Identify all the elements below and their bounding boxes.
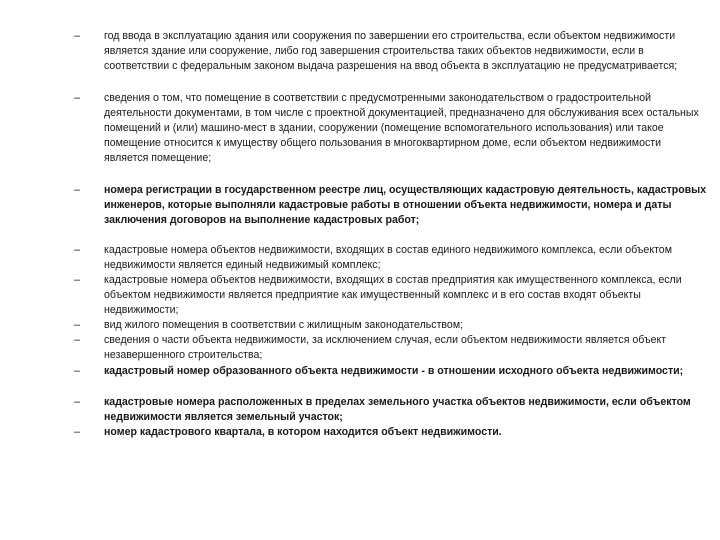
bullet-dash: –: [74, 184, 81, 196]
bullet-dash: –: [74, 426, 81, 438]
list-item-text: сведения о том, что помещение в соответствии с предусмотренными законодательством о градостроительной деятельности документами, в том числе с проектной документацией, предназначено для обслуживания всех остальных помещений и (или) машино-мест в здании, сооружении (помещение вспомогательного использования) или такое помещение относится к имуществу общего пользования в многоквартирном доме, если объектом недвижимости является помещение;: [104, 92, 699, 164]
bullet-dash: –: [74, 30, 81, 42]
bullet-dash: –: [74, 365, 81, 377]
list-item: [74, 273, 714, 318]
list-item: [74, 333, 714, 364]
bullet-dash: –: [74, 244, 81, 256]
list-item-text: сведения о части объекта недвижимости, за исключением случая, если объектом недвижимости является объект незавершенного строительства;: [104, 334, 667, 361]
list-item-text: кадастровые номера объектов недвижимости, входящих в состав предприятия как имущественного комплекса, если объектом недвижимости является предприятие как имущественный комплекс и в его состав входят объекты недвижимости;: [104, 274, 682, 316]
list-item-text: год ввода в эксплуатацию здания или сооружения по завершении его строительства, если объектом недвижимости является здание или сооружение, либо год завершения строительства таких объектов недвижимости, если в соответствии с федеральным законом выдача разрешения на ввод объекта в эксплуатацию не предусматривается;: [104, 30, 678, 72]
bullet-dash: –: [74, 319, 81, 331]
bullet-dash: –: [74, 334, 81, 346]
list-item: [74, 425, 714, 441]
list-item: [74, 364, 714, 395]
bullet-dash: –: [74, 274, 81, 286]
list-item-text: номер кадастрового квартала, в котором находится объект недвижимости.: [104, 426, 502, 438]
bullet-dash: –: [74, 92, 81, 104]
list-item-text: номера регистрации в государственном реестре лиц, осуществляющих кадастровую деятельность, кадастровых инженеров, которые выполняли кадастровые работы в отношении объекта недвижимости, номера и даты заключения договоров на выполнение кадастровых работ;: [104, 184, 707, 226]
list-item: [74, 29, 714, 91]
list-item: [74, 91, 714, 183]
list-item-text: кадастровые номера объектов недвижимости, входящих в состав единого недвижимого комплекса, если объектом недвижимости является единый недвижимый комплекс;: [104, 244, 672, 271]
list-item: [74, 395, 714, 425]
list-item: [74, 243, 714, 273]
bullet-dash: –: [74, 396, 81, 408]
list-item: [74, 318, 714, 333]
list-item-text: кадастровый номер образованного объекта недвижимости - в отношении исходного объекта недвижимости;: [104, 365, 684, 377]
list-item: [74, 183, 714, 243]
requirements-list: [74, 29, 714, 441]
list-item-text: вид жилого помещения в соответствии с жилищным законодательством;: [104, 319, 464, 331]
list-item-text: кадастровые номера расположенных в пределах земельного участка объектов недвижимости, если объектом недвижимости является земельный участок;: [104, 396, 691, 423]
